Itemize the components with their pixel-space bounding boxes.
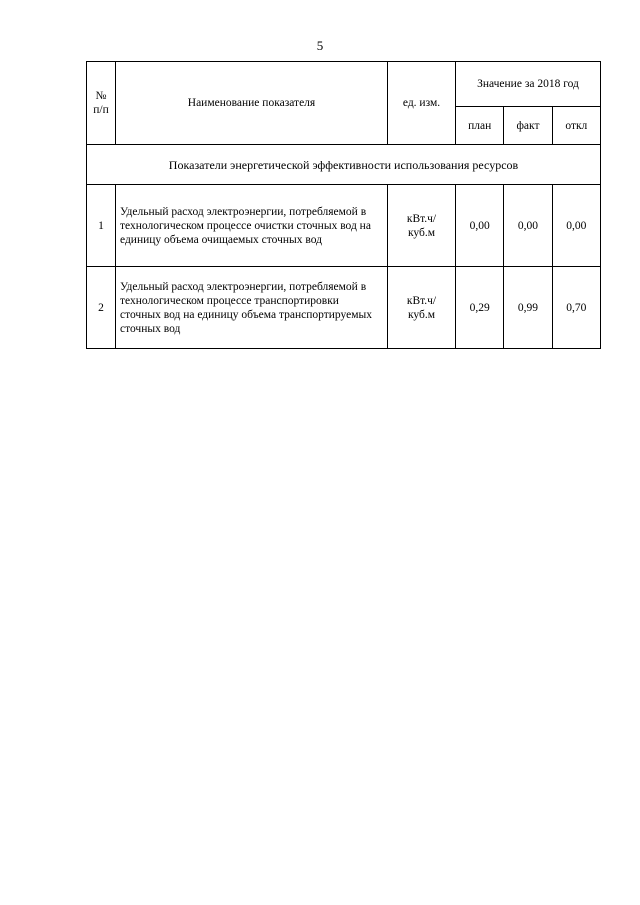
table-header-row bbox=[87, 62, 601, 107]
row-deviation: 0,00 bbox=[566, 219, 587, 232]
row-plan: 0,00 bbox=[469, 219, 490, 232]
row-fact-cell bbox=[504, 267, 552, 349]
header-plan: план bbox=[468, 119, 492, 132]
row-unit: кВт.ч/ куб.м bbox=[406, 294, 437, 321]
row-name: Удельный расход электроэнергии, потребляемой в технологическом процессе транспортировки сточных вод на единицу объема транспортируемых сточных вод bbox=[120, 280, 372, 335]
row-plan-cell bbox=[456, 267, 504, 349]
section-title: Показатели энергетической эффективности использования ресурсов bbox=[168, 157, 519, 172]
header-num-cell bbox=[87, 62, 116, 145]
row-num: 1 bbox=[98, 219, 104, 232]
header-unit: ед. изм. bbox=[402, 97, 441, 109]
table-row bbox=[87, 267, 601, 349]
row-unit-cell bbox=[388, 185, 456, 267]
header-value-group-cell bbox=[456, 62, 601, 107]
header-name: Наименование показателя bbox=[187, 97, 316, 109]
row-fact-cell bbox=[504, 185, 552, 267]
row-fact: 0,99 bbox=[517, 301, 539, 314]
row-deviation: 0,70 bbox=[566, 301, 587, 314]
header-num: № п/п bbox=[93, 90, 109, 116]
row-deviation-cell bbox=[552, 185, 600, 267]
row-unit: кВт.ч/ куб.м bbox=[406, 212, 437, 239]
header-deviation: откл bbox=[565, 119, 588, 132]
row-num: 2 bbox=[98, 301, 104, 314]
section-row bbox=[87, 145, 601, 185]
row-deviation-cell bbox=[552, 267, 600, 349]
row-plan: 0,29 bbox=[469, 301, 490, 314]
row-name-cell bbox=[116, 267, 388, 349]
header-unit-cell bbox=[388, 62, 456, 145]
row-num-cell bbox=[87, 185, 116, 267]
page-number: 5 bbox=[316, 38, 324, 53]
indicators-table bbox=[86, 61, 601, 349]
row-num-cell bbox=[87, 267, 116, 349]
section-title-cell bbox=[87, 145, 601, 185]
header-fact: факт bbox=[516, 119, 540, 132]
row-unit-cell bbox=[388, 267, 456, 349]
header-deviation-cell bbox=[552, 107, 600, 145]
header-name-cell bbox=[116, 62, 388, 145]
header-plan-cell bbox=[456, 107, 504, 145]
row-name-cell bbox=[116, 185, 388, 267]
row-name: Удельный расход электроэнергии, потребляемой в технологическом процессе очистки сточных вод на единицу объема очищаемых сточных вод bbox=[120, 205, 371, 246]
header-value-group: Значение за 2018 год bbox=[477, 78, 579, 90]
row-fact: 0,00 bbox=[517, 219, 539, 232]
table-row bbox=[87, 185, 601, 267]
header-fact-cell bbox=[504, 107, 552, 145]
row-plan-cell bbox=[456, 185, 504, 267]
